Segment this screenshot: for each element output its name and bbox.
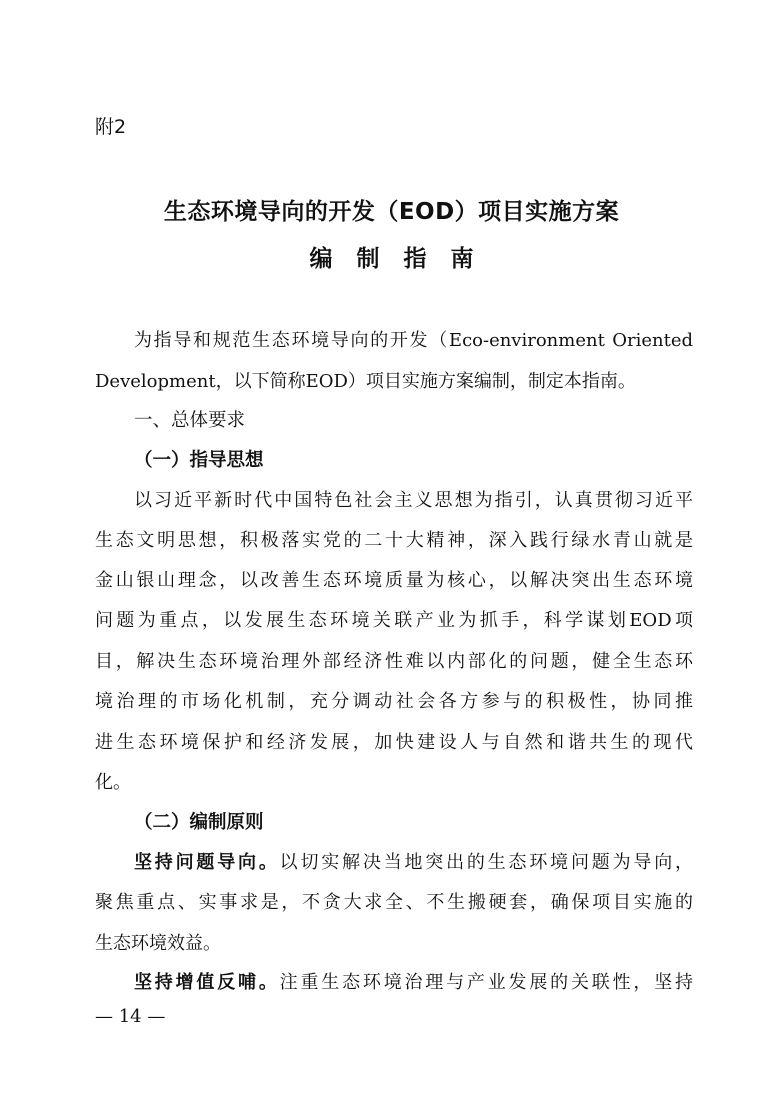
paragraph-line: 目，解决生态环境治理外部经济性难以内部化的问题，健全生态环 [95,651,693,672]
paragraph-line: 聚焦重点、实事求是，不贪大求全、不生搬硬套，确保项目实施的 [95,892,693,913]
subsection-heading: （二）编制原则 [134,812,264,833]
paragraph-line: 生态文明思想，积极落实党的二十大精神，深入践行绿水青山就是 [95,530,693,551]
paragraph-line: 问题为重点，以发展生态环境关联产业为抓手，科学谋划EOD项 [95,610,693,631]
annex-label: 附2 [95,116,127,138]
principle-lead: 坚持问题导向。 [134,852,280,873]
paragraph-line: 生态环境效益。 [95,933,221,954]
intro-line: 为指导和规范生态环境导向的开发（Eco-environment Oriented [134,330,693,351]
document-subtitle: 编制指南 [309,246,498,272]
principle-line [134,968,693,994]
principle-lead: 坚持增值反哺。 [134,972,280,993]
subsection-heading: （一）指导思想 [134,450,264,471]
paragraph-line: 境治理的市场化机制，充分调动社会各方参与的积极性，协同推 [95,691,693,712]
principle-text: 注重生态环境治理与产业发展的关联性，坚持 [279,972,694,993]
document-title: 生态环境导向的开发（EOD）项目实施方案 [163,199,620,225]
paragraph-line: 进生态环境保护和经济发展，加快建设人与自然和谐共生的现代 [95,732,693,753]
principle-line [134,848,693,874]
principle-text: 以切实解决当地突出的生态环境问题为导向， [279,852,694,873]
paragraph-line: 化。 [95,772,131,793]
section-heading: 一、总体要求 [134,410,246,431]
page-number: — 14 — [95,1006,166,1027]
paragraph-line: 金山银山理念，以改善生态环境质量为核心，以解决突出生态环境 [95,570,693,591]
intro-line: Development，以下简称EOD）项目实施方案编制，制定本指南。 [95,371,636,392]
paragraph-line: 以习近平新时代中国特色社会主义思想为指引，认真贯彻习近平 [134,490,693,511]
